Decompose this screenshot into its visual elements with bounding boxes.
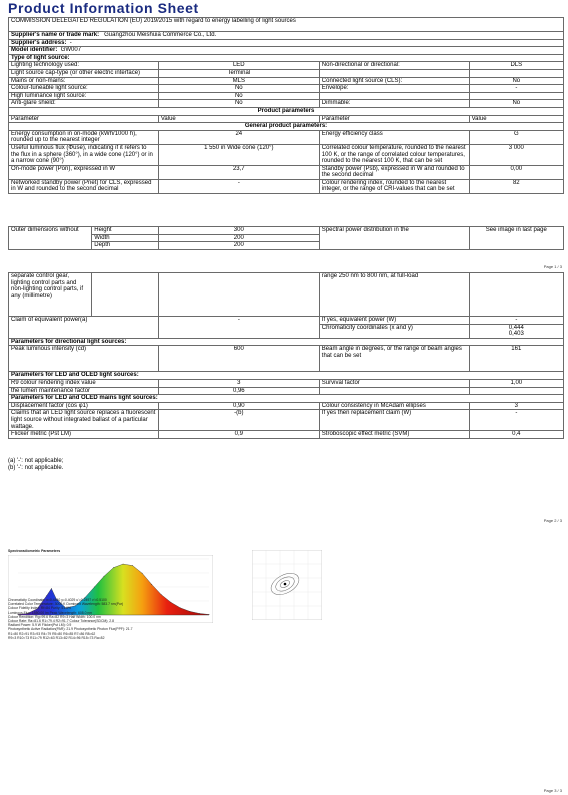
type-cell: MLS <box>158 77 319 85</box>
footnote-b: (b) '-': not applicable. <box>8 465 64 471</box>
product-params-heading: Product parameters <box>9 107 564 115</box>
param-cell: - <box>158 179 319 193</box>
r9-label: R9 colour rendering index value <box>9 379 159 387</box>
led-heading: Parameters for LED and OLED light sources: <box>9 372 564 380</box>
model-value: GW007 <box>60 47 82 54</box>
report-line: Chromaticity Coordinate: x=0.4440 y=0.4029 u'=0.2497 v'=0.5100 <box>8 598 107 602</box>
type-cell: LED <box>158 62 319 70</box>
type-cell: DLS <box>469 62 563 70</box>
replacement-value: - <box>469 410 563 431</box>
report-line: Colour Rendition: Rg=99.6 Ra=82 R9=3 Half Width: 100.0 nm <box>8 614 101 619</box>
colour-cons-label: Colour consistency in McAdam ellipses <box>319 402 469 410</box>
beam-label: Beam angle in degrees, or the range of beam angles that can be set <box>319 346 469 372</box>
spectrum-point <box>142 573 143 574</box>
page-3 <box>0 526 568 795</box>
type-cell: Dimmable: <box>319 100 469 108</box>
spectral-label: Spectral power distribution in the <box>319 227 469 250</box>
type-cell: Lighting technology used: <box>9 62 159 70</box>
page-title: Product Information Sheet <box>8 0 199 16</box>
footnote-a: (a) '-': not applicable; <box>8 458 64 464</box>
r9-value: 3 <box>158 379 319 387</box>
type-cell: Terminal <box>158 69 319 77</box>
type-cell: - <box>469 85 563 93</box>
param-cell: Useful luminous flux (Φuse), indicating if it refers to the flux in a sphere (360°), in a wide cone (120°) or in a narrow cone (90°) <box>9 144 159 165</box>
param-cell: 0,00 <box>469 165 563 179</box>
empty-cell <box>469 387 563 395</box>
dimensions-table <box>8 226 564 250</box>
param-cell: 1 550 in Wide cone (120°) <box>158 144 319 165</box>
report-line: Radiant Power: 5.9 W Flicker(Pst LM): 0.9 <box>8 623 72 628</box>
param-cell: Energy consumption in on-mode (kWh/1000 h), rounded up to the nearest integer <box>9 130 159 144</box>
page-2 <box>0 270 568 526</box>
dimension-name: Depth <box>92 242 159 250</box>
stroboscopic-label: Stroboscopic effect metric (SVM) <box>319 431 469 439</box>
spectrum-point <box>113 567 114 568</box>
report-line: R9=3 R10=73 R11=79 R12=63 R13=82 R14=96 R15=73 Ra=82 <box>8 635 105 640</box>
dimension-name: Width <box>92 234 159 242</box>
type-cell: No <box>469 77 563 85</box>
regulation-text: COMMISSION DELEGATED REGULATION (EU) 2019/2015 with regard to energy labelling of light sources <box>9 18 564 32</box>
disp-value: 0,90 <box>158 402 319 410</box>
equiv-label: If yes, equivalent power (W) <box>319 317 469 325</box>
type-cell: Light source cap-type (or other electric interface) <box>9 69 159 77</box>
flicker-value: 0,9 <box>158 431 319 439</box>
claim-label: Claim of equivalent power(a) <box>9 317 159 339</box>
type-cell: Anti-glare shield: <box>9 100 159 108</box>
report-line: Colour Rate: Ra=81.6 R1=79.4 R2=91.7 Colour Tolerance(SDCM): 2.8 <box>8 619 114 624</box>
spectrum-point <box>46 595 47 596</box>
page-number: Page 2 / 3 <box>543 518 562 523</box>
param-cell: Energy efficiency class <box>319 130 469 144</box>
col-header: Parameter <box>319 115 469 123</box>
equiv-value: - <box>469 317 563 325</box>
type-cell <box>319 69 469 77</box>
chroma-value: 0,444 0,403 <box>469 324 563 338</box>
type-cell: Mains or non-mains: <box>9 77 159 85</box>
stroboscopic-value: 0,4 <box>469 431 563 439</box>
empty-cell <box>469 273 563 317</box>
beam-value: 161 <box>469 346 563 372</box>
type-cell: Envelope: <box>319 85 469 93</box>
type-cell: Non-directional or directional: <box>319 62 469 70</box>
param-cell: 3 000 <box>469 144 563 165</box>
chromaticity-point <box>284 583 287 586</box>
dimension-name: Height <box>92 227 159 235</box>
mains-heading: Parameters for LED and OLED mains light sources: <box>9 395 564 403</box>
spectrum-point <box>51 588 52 589</box>
claims-label: Claims that an LED light source replaces a fluorescent light source without integrated ballast of a particular wattage. <box>9 410 159 431</box>
param-cell: 23,7 <box>158 165 319 179</box>
report-line: Photosynthetic Active Radiation(PAR): 21.9 Photosynthetic Photon Flux(PPF): 21.7 <box>8 627 133 632</box>
flicker-label: Flicker metric (Pst LM) <box>9 431 159 439</box>
page-1 <box>0 0 568 270</box>
colour-cons-value: 3 <box>469 402 563 410</box>
model-row <box>9 47 564 55</box>
dimension-value: 200 <box>158 242 319 250</box>
supplier-name-value: Guangzhou Meishuia Commerce Co., Ltd. <box>104 32 217 38</box>
cont-left: separate control gear, lighting control parts and non-lighting control parts, if any (millimetre) <box>9 273 92 317</box>
empty-cell <box>319 387 469 395</box>
param-cell: Colour rendering index, rounded to the nearest integer, or the range of CRI-values that can be set <box>319 179 469 193</box>
page2-table <box>8 316 564 439</box>
report-line: Luminous Flux: 1550.00 lm Peak Wavelength: 608.0 nm <box>8 610 93 615</box>
supplier-address-value: - <box>69 39 72 46</box>
spectrum-point <box>94 587 95 588</box>
chroma-label: Chromaticity coordinates (x and y) <box>319 324 469 338</box>
page-number: Page 3 / 3 <box>543 788 562 793</box>
empty-cell <box>158 273 319 317</box>
claims-value: -(b) <box>158 410 319 431</box>
supplier-address-label: Supplier's address: <box>11 39 67 46</box>
survival-label: Survival factor <box>319 379 469 387</box>
dimension-value: 200 <box>158 234 319 242</box>
replacement-label: If yes then replacement claim (W) <box>319 410 469 431</box>
claim-value: - <box>158 317 319 339</box>
type-cell: No <box>469 100 563 108</box>
continued-table <box>8 272 564 317</box>
type-cell: No <box>158 92 319 100</box>
supplier-address-row <box>9 39 564 47</box>
page-number: Page 1 / 3 <box>543 264 562 269</box>
type-cell <box>469 92 563 100</box>
col-header: Value <box>469 115 563 123</box>
dimensions-label: Outer dimensions without <box>9 227 92 250</box>
measurement-report <box>8 598 338 640</box>
spectrum-point <box>161 594 162 595</box>
spectral-value: See image in last page <box>469 227 563 250</box>
param-cell: Networked standby power (Pnet) for CLS, expressed in W and rounded to the second decimal <box>9 179 159 193</box>
type-cell: High luminance light source: <box>9 92 159 100</box>
supplier-name-label: Supplier's name or trade mark: <box>11 32 100 38</box>
report-line: R1=80 R2=91 R3=93 R4=79 R5=80 R6=85 R7=86 R8=62 <box>8 631 96 636</box>
param-cell: On-mode power (Pon), expressed in W <box>9 165 159 179</box>
disp-label: Displacement factor (cos φ1) <box>9 402 159 410</box>
empty-cell <box>92 273 159 317</box>
report-line: Colour Fidelity Index: Rf=84 Purity: 51.6% <box>8 606 72 611</box>
type-cell: No <box>158 100 319 108</box>
maint-label: the lumen maintenance factor <box>9 387 159 395</box>
report-line: Correlated Color Temperature: 3000 K Dominant Wavelength: 583.7 nm(Pur) <box>8 602 124 607</box>
spectrum-title: Spectroradiometric Parameters <box>8 549 61 553</box>
type-cell: No <box>158 85 319 93</box>
general-params-heading: General product parameters: <box>9 123 564 131</box>
type-cell: Colour-tuneable light source: <box>9 85 159 93</box>
type-section-heading: Type of light source: <box>9 54 564 62</box>
param-cell: Correlated colour temperature, rounded to the nearest 100 K, or the range of correlated colour temperatures, rounded to the nearest 100 K, that can be set <box>319 144 469 165</box>
col-header: Value <box>158 115 319 123</box>
spectrum-point <box>132 565 133 566</box>
survival-value: 1,00 <box>469 379 563 387</box>
peak-label: Peak luminous intensity (cd) <box>9 346 159 372</box>
peak-value: 600 <box>158 346 319 372</box>
spectrum-point <box>151 584 152 585</box>
type-cell: Connected light source (CLS): <box>319 77 469 85</box>
param-cell: 24 <box>158 130 319 144</box>
maint-value: 0,96 <box>158 387 319 395</box>
cont-right: range 250 nm to 800 nm, at full-load <box>319 273 469 317</box>
dimension-value: 300 <box>158 227 319 235</box>
param-cell: 82 <box>469 179 563 193</box>
type-cell <box>469 69 563 77</box>
col-header: Parameter <box>9 115 159 123</box>
info-table <box>8 17 564 194</box>
directional-heading: Parameters for directional light sources: <box>9 338 564 346</box>
spectrum-point <box>123 564 124 565</box>
type-cell <box>319 92 469 100</box>
supplier-name-row <box>9 32 564 40</box>
param-cell: G <box>469 130 563 144</box>
model-label: Model identifier: <box>11 47 58 54</box>
param-cell: Standby power (Psb), expressed in W and rounded to the second decimal <box>319 165 469 179</box>
spectrum-point <box>104 576 105 577</box>
